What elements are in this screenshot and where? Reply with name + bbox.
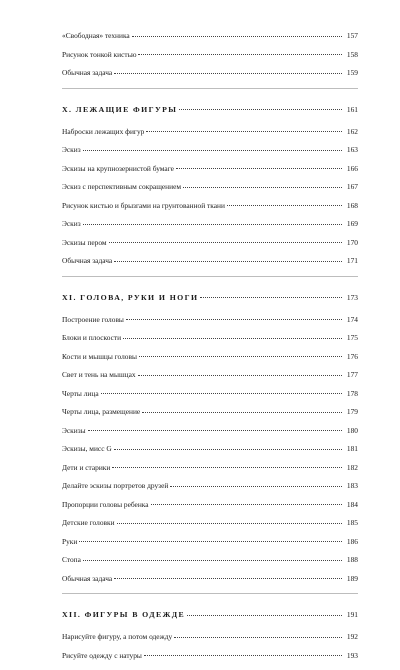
- toc-entry: [62, 464, 358, 472]
- dot-leader: [138, 375, 342, 376]
- entry-title: Рисунок тонкой кистью: [62, 49, 137, 59]
- section-heading: [62, 610, 358, 619]
- dot-leader: [114, 73, 342, 74]
- section-divider: [62, 88, 358, 89]
- dot-leader: [117, 523, 342, 524]
- entry-title: Нарисуйте фигуру, а потом одежду: [62, 632, 173, 641]
- entry-page: 175: [346, 333, 358, 342]
- toc-entry: [62, 371, 358, 379]
- entry-page: 189: [346, 573, 358, 583]
- dot-leader: [146, 131, 342, 132]
- toc-entry: [62, 32, 358, 40]
- entry-page: 162: [346, 126, 358, 136]
- section-page: 173: [346, 292, 358, 302]
- entry-page: 177: [346, 370, 358, 379]
- entry-title: Наброски лежащих фигур: [62, 126, 145, 136]
- toc-entry: [62, 353, 358, 361]
- dot-leader: [83, 150, 342, 151]
- dot-leader: [200, 297, 342, 298]
- toc-entry: [62, 334, 358, 342]
- toc-entry: [62, 501, 358, 509]
- toc-entry: [62, 427, 358, 435]
- entry-title: Кости и мышцы головы: [62, 351, 137, 361]
- entry-title: Эскиз: [62, 145, 81, 154]
- entry-page: 166: [346, 163, 358, 173]
- toc-entry: [62, 220, 358, 228]
- entry-page: 174: [346, 314, 358, 324]
- dot-leader: [183, 187, 342, 188]
- dot-leader: [109, 242, 342, 243]
- dot-leader: [83, 224, 342, 225]
- toc-entry: [62, 183, 358, 191]
- entry-page: 193: [346, 650, 358, 660]
- section-page: 191: [346, 610, 358, 619]
- dot-leader: [123, 338, 342, 339]
- entry-title: Обычная задача: [62, 256, 113, 265]
- entry-title: Руки: [62, 536, 78, 546]
- entry-page: 183: [346, 481, 358, 490]
- entry-title: Пропорции головы ребенка: [62, 499, 149, 509]
- dot-leader: [83, 560, 342, 561]
- entry-page: 159: [346, 68, 358, 77]
- section-page: 161: [346, 104, 358, 114]
- entry-title: Рисунок кистью и брызгами на грунтованной ткани: [62, 200, 225, 210]
- toc-entry: [62, 652, 358, 660]
- entry-title: Дети и старики: [62, 462, 111, 472]
- section-title: XII. ФИГУРЫ В ОДЕЖДЕ: [62, 610, 186, 619]
- toc-entry: [62, 316, 358, 324]
- dot-leader: [112, 467, 342, 468]
- entry-title: Эскизы: [62, 425, 86, 435]
- entry-title: Свет и тень на мышцах: [62, 370, 136, 379]
- dot-leader: [144, 655, 342, 656]
- entry-page: 179: [346, 407, 358, 416]
- entry-page: 188: [346, 555, 358, 564]
- toc-entry: [62, 519, 358, 527]
- toc-entry: [62, 239, 358, 247]
- section-heading: [62, 105, 358, 114]
- toc-entry: [62, 146, 358, 154]
- entry-page: 185: [346, 518, 358, 527]
- dot-leader: [88, 430, 342, 431]
- entry-title: Эскиз: [62, 219, 81, 228]
- toc-entry: [62, 390, 358, 398]
- entry-page: 181: [346, 444, 358, 453]
- entry-title: Эскизы, мисс G: [62, 444, 112, 453]
- entry-title: Эскизы на крупнозернистой бумаге: [62, 163, 174, 173]
- entry-page: 186: [346, 536, 358, 546]
- section-heading: [62, 293, 358, 302]
- entry-page: 170: [346, 237, 358, 247]
- dot-leader: [176, 168, 342, 169]
- dot-leader: [170, 486, 342, 487]
- dot-leader: [114, 578, 342, 579]
- toc-entry: [62, 51, 358, 59]
- toc-entry: [62, 202, 358, 210]
- entry-page: 184: [346, 499, 358, 509]
- entry-title: Обычная задача: [62, 573, 113, 583]
- entry-title: Черты лица, размещение: [62, 407, 141, 416]
- toc-entry: [62, 408, 358, 416]
- entry-title: Построение головы: [62, 314, 124, 324]
- entry-title: Черты лица: [62, 388, 99, 398]
- section-divider: [62, 593, 358, 594]
- entry-title: Рисуйте одежду с натуры: [62, 650, 142, 660]
- toc-entry: [62, 482, 358, 490]
- entry-page: 158: [346, 49, 358, 59]
- entry-page: 169: [346, 219, 358, 228]
- entry-title: «Свободная» техника: [62, 31, 130, 40]
- dot-leader: [114, 261, 342, 262]
- toc-entry: [62, 165, 358, 173]
- entry-title: Эскизы пером: [62, 237, 107, 247]
- dot-leader: [101, 393, 342, 394]
- toc-entry: [62, 556, 358, 564]
- entry-page: 192: [346, 632, 358, 641]
- section-title: X. ЛЕЖАЩИЕ ФИГУРЫ: [62, 104, 178, 114]
- dot-leader: [79, 541, 342, 542]
- section-title: XI. ГОЛОВА, РУКИ И НОГИ: [62, 292, 199, 302]
- entry-page: 171: [346, 256, 358, 265]
- entry-page: 178: [346, 388, 358, 398]
- toc-entry: [62, 69, 358, 77]
- dot-leader: [174, 637, 342, 638]
- dot-leader: [132, 36, 342, 37]
- entry-page: 182: [346, 462, 358, 472]
- toc-entry: [62, 445, 358, 453]
- entry-title: Блоки и плоскости: [62, 333, 122, 342]
- toc-entry: [62, 538, 358, 546]
- entry-title: Обычная задача: [62, 68, 113, 77]
- dot-leader: [138, 54, 342, 55]
- entry-page: 168: [346, 200, 358, 210]
- entry-title: Делайте эскизы портретов друзей: [62, 481, 169, 490]
- dot-leader: [139, 356, 342, 357]
- toc-entry: [62, 575, 358, 583]
- entry-page: 180: [346, 425, 358, 435]
- toc-entry: [62, 257, 358, 265]
- entry-page: 167: [346, 182, 358, 191]
- dot-leader: [114, 449, 342, 450]
- dot-leader: [179, 109, 342, 110]
- entry-page: 163: [346, 145, 358, 154]
- section-divider: [62, 276, 358, 277]
- dot-leader: [187, 615, 342, 616]
- entry-page: 157: [346, 31, 358, 40]
- dot-leader: [227, 205, 342, 206]
- entry-title: Стопа: [62, 555, 81, 564]
- entry-title: Эскиз с перспективным сокращением: [62, 182, 182, 191]
- dot-leader: [151, 504, 342, 505]
- dot-leader: [142, 412, 342, 413]
- toc-entry: [62, 633, 358, 641]
- table-of-contents: [62, 32, 358, 670]
- entry-page: 176: [346, 351, 358, 361]
- entry-title: Детские головки: [62, 518, 115, 527]
- dot-leader: [126, 319, 342, 320]
- toc-entry: [62, 128, 358, 136]
